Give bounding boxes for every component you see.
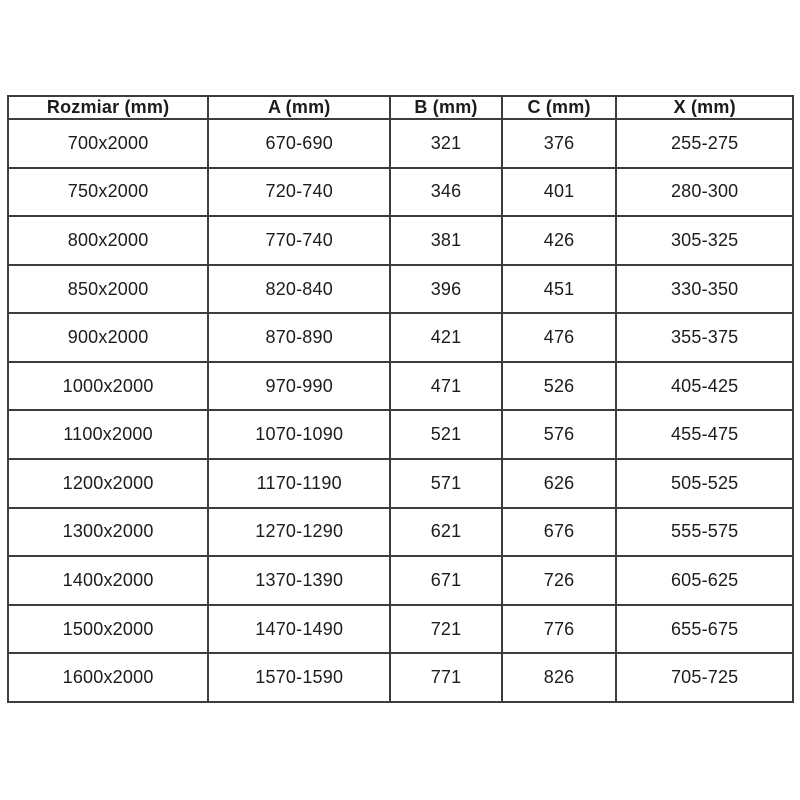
table-row xyxy=(8,653,793,702)
table-row xyxy=(8,313,793,362)
table-cell: 671 xyxy=(390,556,501,605)
table-cell: 771 xyxy=(390,653,501,702)
table-cell: 1300x2000 xyxy=(8,508,208,557)
size-table xyxy=(7,95,794,703)
table-cell: 1400x2000 xyxy=(8,556,208,605)
header-cell: A (mm) xyxy=(208,96,390,119)
table-cell: 455-475 xyxy=(616,410,793,459)
table-cell: 471 xyxy=(390,362,501,411)
table-cell: 870-890 xyxy=(208,313,390,362)
table-cell: 676 xyxy=(502,508,617,557)
table-cell: 521 xyxy=(390,410,501,459)
table-cell: 776 xyxy=(502,605,617,654)
table-cell: 421 xyxy=(390,313,501,362)
table-cell: 346 xyxy=(390,168,501,217)
table-cell: 1270-1290 xyxy=(208,508,390,557)
table-cell: 670-690 xyxy=(208,119,390,168)
table-cell: 280-300 xyxy=(616,168,793,217)
table-cell: 255-275 xyxy=(616,119,793,168)
table-cell: 1100x2000 xyxy=(8,410,208,459)
table-cell: 476 xyxy=(502,313,617,362)
table-cell: 1570-1590 xyxy=(208,653,390,702)
table-cell: 1000x2000 xyxy=(8,362,208,411)
table-cell: 1200x2000 xyxy=(8,459,208,508)
table-row xyxy=(8,605,793,654)
table-cell: 970-990 xyxy=(208,362,390,411)
table-cell: 401 xyxy=(502,168,617,217)
table-cell: 330-350 xyxy=(616,265,793,314)
table-cell: 621 xyxy=(390,508,501,557)
header-cell: Rozmiar (mm) xyxy=(8,96,208,119)
table-cell: 1470-1490 xyxy=(208,605,390,654)
table-row xyxy=(8,508,793,557)
table-cell: 396 xyxy=(390,265,501,314)
table-cell: 576 xyxy=(502,410,617,459)
table-cell: 826 xyxy=(502,653,617,702)
table-cell: 426 xyxy=(502,216,617,265)
table-cell: 355-375 xyxy=(616,313,793,362)
table-cell: 820-840 xyxy=(208,265,390,314)
header-cell: C (mm) xyxy=(502,96,617,119)
table-cell: 1070-1090 xyxy=(208,410,390,459)
table-row xyxy=(8,362,793,411)
table-cell: 321 xyxy=(390,119,501,168)
table-cell: 1500x2000 xyxy=(8,605,208,654)
table-cell: 770-740 xyxy=(208,216,390,265)
table-cell: 451 xyxy=(502,265,617,314)
header-cell: B (mm) xyxy=(390,96,501,119)
table-cell: 405-425 xyxy=(616,362,793,411)
table-row xyxy=(8,459,793,508)
table-cell: 726 xyxy=(502,556,617,605)
table-cell: 850x2000 xyxy=(8,265,208,314)
table-cell: 555-575 xyxy=(616,508,793,557)
table-row xyxy=(8,556,793,605)
table-cell: 505-525 xyxy=(616,459,793,508)
table-cell: 305-325 xyxy=(616,216,793,265)
table-cell: 526 xyxy=(502,362,617,411)
table-cell: 900x2000 xyxy=(8,313,208,362)
table-body xyxy=(8,119,793,702)
table-cell: 705-725 xyxy=(616,653,793,702)
table-cell: 571 xyxy=(390,459,501,508)
size-table-container xyxy=(7,95,794,703)
table-cell: 1370-1390 xyxy=(208,556,390,605)
table-cell: 1600x2000 xyxy=(8,653,208,702)
table-cell: 720-740 xyxy=(208,168,390,217)
header-cell: X (mm) xyxy=(616,96,793,119)
table-cell: 655-675 xyxy=(616,605,793,654)
table-row xyxy=(8,216,793,265)
table-row xyxy=(8,119,793,168)
table-cell: 605-625 xyxy=(616,556,793,605)
table-cell: 376 xyxy=(502,119,617,168)
table-row xyxy=(8,265,793,314)
table-cell: 1170-1190 xyxy=(208,459,390,508)
table-cell: 800x2000 xyxy=(8,216,208,265)
table-cell: 750x2000 xyxy=(8,168,208,217)
table-cell: 381 xyxy=(390,216,501,265)
table-row xyxy=(8,410,793,459)
table-cell: 721 xyxy=(390,605,501,654)
table-header-row xyxy=(8,96,793,119)
table-row xyxy=(8,168,793,217)
table-cell: 700x2000 xyxy=(8,119,208,168)
table-cell: 626 xyxy=(502,459,617,508)
